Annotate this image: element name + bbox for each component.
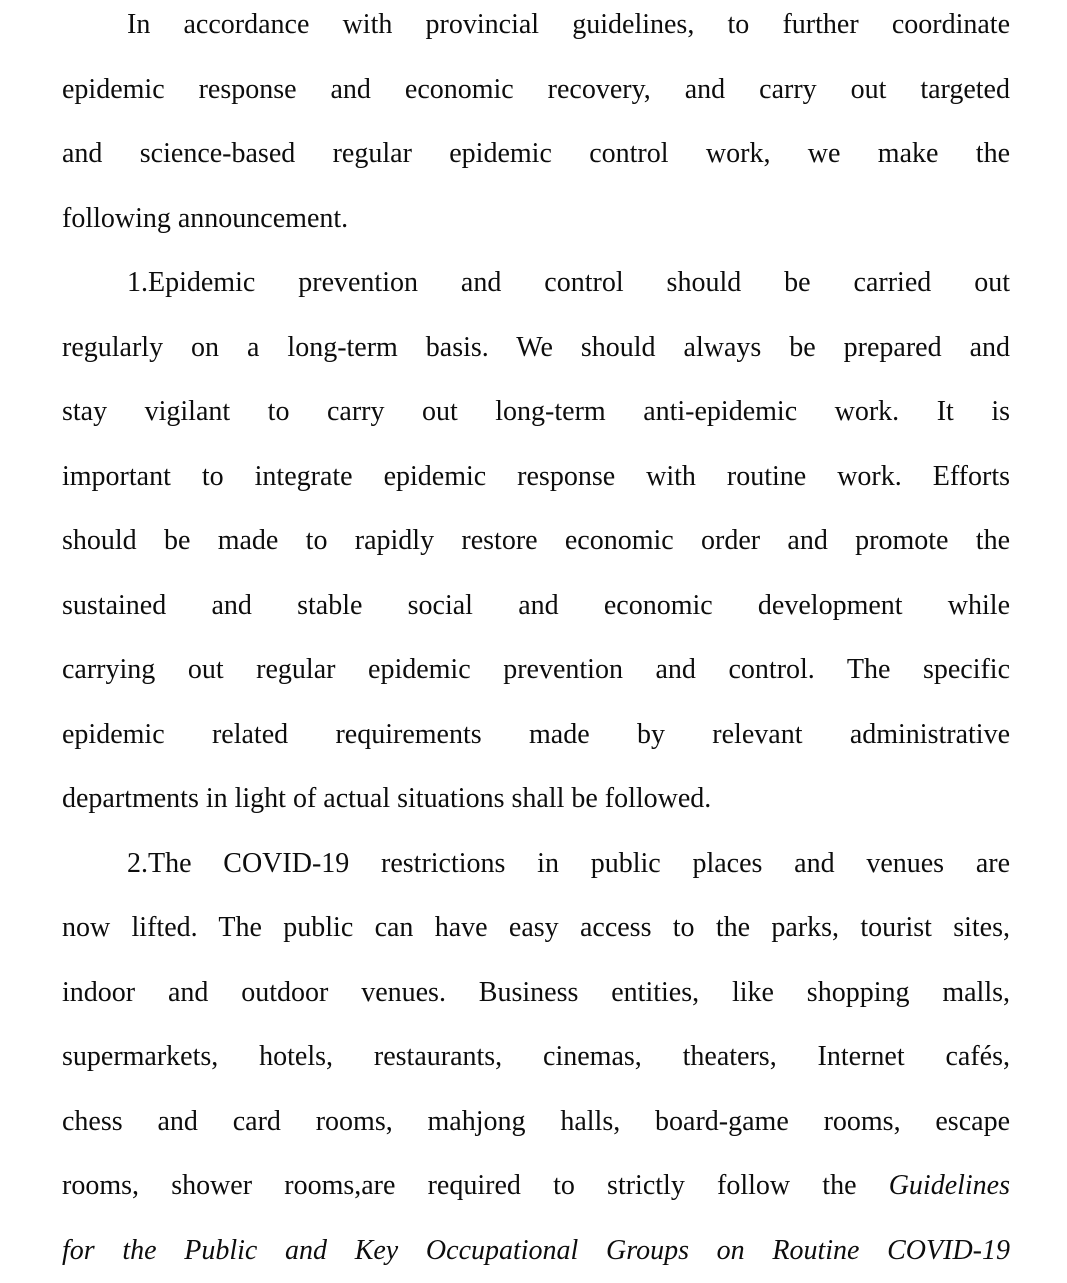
text-run: epidemic response and economic recovery, and carry out targeted — [62, 74, 1010, 105]
text-line — [62, 832, 1010, 897]
text-line — [62, 445, 1010, 510]
text-line — [62, 1154, 1010, 1219]
text-line — [62, 509, 1010, 574]
text-line — [62, 380, 1010, 445]
text-run: should be made to rapidly restore economic order and promote the — [62, 525, 1010, 556]
text-run: carrying out regular epidemic prevention and control. The specific — [62, 654, 1010, 685]
text-line — [62, 0, 1010, 58]
text-line — [62, 638, 1010, 703]
document-content — [62, 0, 1010, 1283]
text-run: indoor and outdoor venues. Business entities, like shopping malls, — [62, 977, 1010, 1008]
text-run: and science-based regular epidemic control work, we make the — [62, 138, 1010, 169]
text-line — [62, 187, 1010, 252]
paragraph — [62, 0, 1010, 251]
text-run: important to integrate epidemic response with routine work. Efforts — [62, 461, 1010, 492]
italic-text-run: Guidelines — [889, 1170, 1010, 1201]
text-run: rooms, shower rooms,are required to strictly follow the — [62, 1170, 889, 1201]
text-run: 1.Epidemic prevention and control should be carried out — [127, 267, 1010, 298]
text-run: now lifted. The public can have easy access to the parks, tourist sites, — [62, 912, 1010, 943]
text-line — [62, 1219, 1010, 1283]
paragraph — [62, 832, 1010, 1283]
text-run: epidemic related requirements made by relevant administrative — [62, 719, 1010, 750]
text-run: In accordance with provincial guidelines, to further coordinate — [127, 9, 1010, 40]
text-run: chess and card rooms, mahjong halls, board-game rooms, escape — [62, 1106, 1010, 1137]
text-line — [62, 767, 1010, 832]
text-line — [62, 316, 1010, 381]
text-run: departments in light of actual situations shall be followed. — [62, 783, 711, 814]
text-line — [62, 251, 1010, 316]
text-line — [62, 961, 1010, 1026]
text-run: supermarkets, hotels, restaurants, cinemas, theaters, Internet cafés, — [62, 1041, 1010, 1072]
text-line — [62, 58, 1010, 123]
text-run: regularly on a long-term basis. We should always be prepared and — [62, 332, 1010, 363]
paragraph — [62, 251, 1010, 832]
text-line — [62, 1025, 1010, 1090]
text-run: 2.The COVID-19 restrictions in public places and venues are — [127, 848, 1010, 879]
text-line — [62, 703, 1010, 768]
text-line — [62, 1090, 1010, 1155]
text-run: stay vigilant to carry out long-term anti-epidemic work. It is — [62, 396, 1010, 427]
text-run: sustained and stable social and economic development while — [62, 590, 1010, 621]
text-line — [62, 122, 1010, 187]
italic-text-run: for the Public and Key Occupational Groups on Routine COVID-19 — [62, 1235, 1010, 1266]
text-line — [62, 896, 1010, 961]
text-run: following announcement. — [62, 203, 348, 234]
text-line — [62, 574, 1010, 639]
